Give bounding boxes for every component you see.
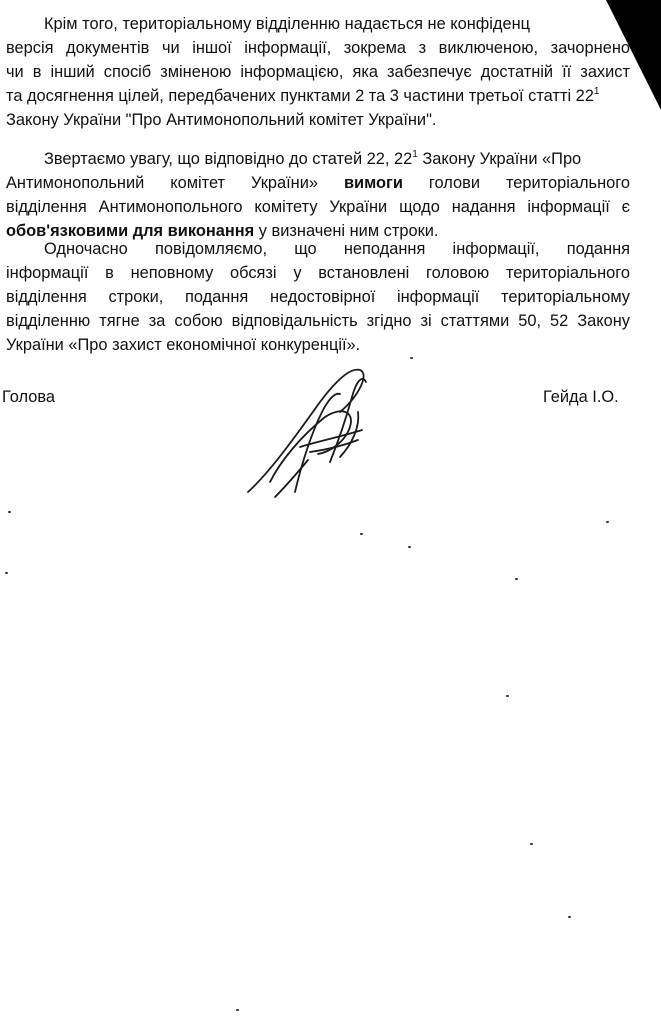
- handwritten-signature: [240, 352, 390, 502]
- text: відділення строки, подання недостовірної інформації територіальному: [6, 288, 630, 306]
- text: Крім того, територіальному відділенню надається не конфіденц: [44, 15, 531, 33]
- paragraph-2-line-1: [6, 147, 630, 171]
- text: у визначені ним строки.: [254, 222, 439, 240]
- scan-speck: [568, 916, 571, 918]
- paragraph-3-line-2: [6, 261, 630, 285]
- paragraph-2-line-3: [6, 195, 630, 219]
- paragraph-1-line-3: [6, 60, 630, 84]
- scan-speck: [606, 521, 609, 523]
- text: та досягнення цілей, передбачених пунктами 2 та 3 частини третьої статті 22: [6, 87, 594, 105]
- scan-speck: [8, 511, 11, 513]
- scan-speck: [408, 546, 411, 548]
- scan-speck: [530, 843, 533, 845]
- paragraph-3-line-4: [6, 309, 630, 333]
- scan-speck: [236, 1009, 239, 1011]
- signatory-name: Гейда І.О.: [543, 388, 619, 406]
- text: версія документів чи іншої інформації, зокрема з виключеною, зачорнено: [6, 39, 630, 57]
- text: Антимонопольний комітет України»: [6, 174, 344, 192]
- scan-speck: [5, 572, 8, 574]
- text: чи в інший спосіб зміненою інформацією, яка забезпечує достатній її захист: [6, 63, 630, 81]
- text: Закону України "Про Антимонопольний комітет України".: [6, 111, 437, 129]
- superscript: 1: [593, 86, 600, 97]
- scan-speck: [360, 533, 363, 535]
- paragraph-2-line-2: [6, 171, 630, 195]
- text: Одночасно повідомляємо, що неподання інформації, подання: [44, 240, 630, 258]
- text: Закону України «Про: [417, 150, 582, 168]
- bold-text: вимоги: [343, 174, 403, 192]
- scan-speck: [506, 695, 509, 697]
- text: Звертаємо увагу, що відповідно до статей 22, 22: [44, 150, 413, 168]
- signatory-position: Голова: [2, 388, 56, 406]
- text: інформації в неповному обсязі у встановлені головою територіального: [6, 264, 630, 282]
- paragraph-1-line-1: [6, 12, 630, 36]
- text: відділення Антимонопольного комітету України щодо надання інформації є: [6, 198, 630, 216]
- paragraph-3-line-3: [6, 285, 630, 309]
- superscript: 1: [412, 149, 418, 160]
- paragraph-3-line-1: [6, 237, 630, 261]
- bold-text: обов'язковими для виконання: [6, 222, 255, 240]
- paragraph-1-line-5: [6, 108, 630, 132]
- text: голови територіального: [402, 174, 631, 192]
- text: відділенню тягне за собою відповідальність згідно зі статтями 50, 52 Закону: [6, 312, 630, 330]
- text: України «Про захист економічної конкуренції».: [6, 336, 361, 354]
- scan-speck: [515, 578, 518, 580]
- paragraph-1-line-4: [6, 84, 630, 108]
- paragraph-1-line-2: [6, 36, 630, 60]
- scan-speck: [410, 357, 413, 359]
